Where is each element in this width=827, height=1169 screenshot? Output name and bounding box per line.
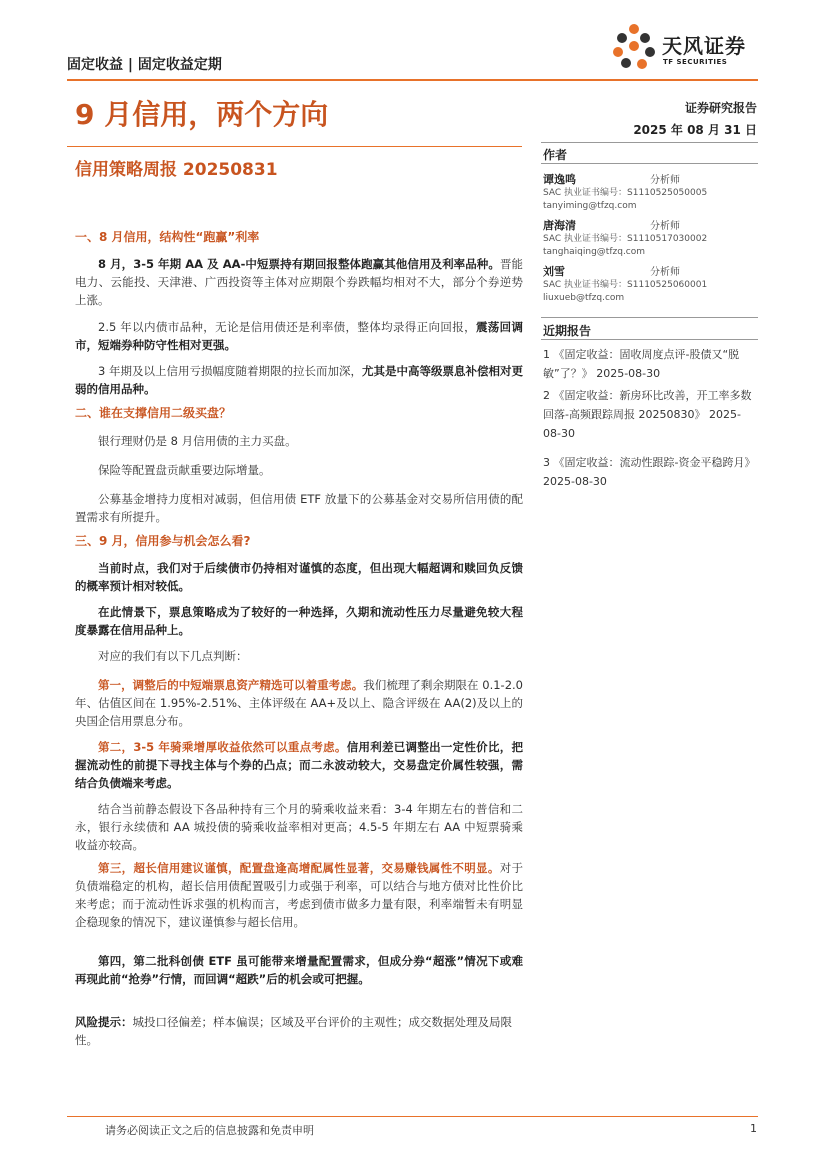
paragraph [75,318,523,354]
company-logo [612,22,762,74]
page-subtitle: 信用策略周报 20250831 [75,160,278,180]
paragraph: 保险等配置盘贡献重要边际增量。 [98,463,271,477]
report-type: 证券研究报告 [684,101,757,115]
recent-report-item[interactable]: 1 《固定收益：固收周度点评-股债又“脱敏”了？》 2025-08-30 [543,348,740,380]
sidebar-divider [541,142,758,143]
section-heading: 一、8 月信用，结构性“跑赢”利率 [75,230,260,244]
highlight-text: 第三，超长信用建议谨慎，配置盘逢高增配属性显著，交易赚钱属性不明显。 [98,861,500,875]
bold-text: 在此情景下，票息策略成为了较好的一种选择，久期和流动性压力尽量避免较大程度暴露在信用品种上。 [75,605,523,637]
sidebar-divider [541,339,758,340]
bold-text: 信用利差已调整出一定性价比，把握流动性的前提下寻找主体与个券的凸点；而二永波动较大，交易盘定价属性较强，需结合负债端来考虑。 [75,740,523,790]
section-heading: 二、谁在支撑信用二级买盘？ [75,406,232,420]
bold-text: 震荡回调市，短端券种防守性相对更强。 [75,320,524,352]
highlight-text: 第一，调整后的中短端票息资产精选可以着重考虑。 [98,678,364,692]
author-email[interactable]: liuxueb@tfzq.com [543,293,625,303]
highlight-text: 第二，3-5 年骑乘增厚收益依然可以重点考虑。 [98,740,347,754]
paragraph: 对应的我们有以下几点判断： [98,649,248,663]
recent-report-item[interactable]: 3 《固定收益：流动性跟踪-资金平稳跨月》 2025-08-30 [543,456,756,488]
author-email[interactable]: tanyiming@tfzq.com [543,201,637,211]
paragraph: 结合当前静态假设下各品种持有三个月的骑乘收益来看：3-4 年期左右的普信和二永，银行永续债和 AA 城投债的骑乘收益率相对更高；4.5-5 年期左右 AA 中短票骑乘收益亦较高。 [75,802,523,852]
author-sac: SAC 执业证书编号：S1110525060001 [543,280,708,290]
paragraph [75,952,523,988]
report-date: 2025 年 08 月 31 日 [633,123,757,137]
paragraph [75,738,523,792]
author-block [543,214,758,259]
author-sac: SAC 执业证书编号：S1110517030002 [543,234,708,244]
risk-disclosure [75,1013,523,1049]
risk-text: 城投口径偏差；样本偏误；区域及平台评价的主观性；成交数据处理及局限性。 [75,1015,512,1047]
paragraph [75,559,523,595]
title-divider [67,146,522,147]
paragraph [75,676,523,730]
author-sac: SAC 执业证书编号：S1110525050005 [543,188,708,198]
body-text: 3 年期及以上信用亏损幅度随着期限的拉长而加深， [98,364,362,378]
author-name: 谭逸鸣 [543,173,576,186]
author-name: 唐海清 [543,219,576,232]
body-text: 我们梳理了剩余期限在 0.1-2.0 年、估值区间在 1.95%-2.51%、主体评级在 AA+及以上、隐含评级在 AA(2)及以上的央国企信用票息分布。 [75,678,523,728]
bold-text: 第四，第二批科创债 ETF 虽可能带来增量配置需求，但成分券“超涨”情况下或难再现此前“抢券”行情，而回调“超跌”后的机会或可把握。 [75,954,523,986]
authors-title: 作者 [543,148,568,162]
author-name: 刘雪 [543,265,565,278]
paragraph [75,255,523,309]
logo-text: 天风证券 [662,34,746,58]
risk-label: 风险提示： [75,1015,133,1029]
body-text: 2.5 年以内债市品种，无论是信用债还是利率债，整体均录得正向回报， [98,320,476,334]
sidebar-divider [541,317,758,318]
header-divider [67,79,758,81]
disclaimer-note[interactable]: 请务必阅读正文之后的信息披露和免责申明 [105,1124,314,1137]
paragraph [75,603,523,639]
footer-divider [67,1116,758,1117]
page-title: 9 月信用，两个方向 [75,98,329,131]
author-role: 分析师 [650,221,680,232]
bold-text: 当前时点，我们对于后续债市仍持相对谨慎的态度，但出现大幅超调和赎回负反馈的概率预计相对较低。 [75,561,523,593]
body-text: 晋能电力、云能投、天津港、广西投资等主体对应期限个券跌幅均相对不大，部分个券逆势上涨。 [75,257,524,307]
section-heading: 三、9 月，信用参与机会怎么看? [75,534,251,548]
author-role: 分析师 [650,267,680,278]
recent-report-item[interactable]: 2 《固定收益：新房环比改善，开工率多数回落-高频跟踪周报 20250830》 2025-08-30 [543,389,752,440]
author-role: 分析师 [650,175,680,186]
author-block [543,168,758,213]
author-email[interactable]: tanghaiqing@tfzq.com [543,247,646,257]
bold-text: 8 月，3-5 年期 AA 及 AA-中短票持有期回报整体跑赢其他信用及利率品种。 [98,257,500,271]
recent-reports-title: 近期报告 [543,324,592,338]
paragraph [75,859,523,931]
report-category: 固定收益 | 固定收益定期 [67,57,222,73]
page-number: 1 [750,1122,757,1135]
paragraph [75,362,523,398]
sidebar-divider [541,163,758,164]
logo-subtext: TF SECURITIES [663,58,728,66]
body-text: 对于负债端稳定的机构，超长信用债配置吸引力或强于利率，可以结合与地方债对比性价比来考虑；而于流动性诉求强的机构而言，考虑到债市做多力量有限，利率端暂未有明显企稳现象的情况下，建议谨慎参与超长信用。 [75,861,524,929]
author-block [543,260,758,305]
bold-text: 尤其是中高等级票息补偿相对更弱的信用品种。 [75,364,523,396]
paragraph: 公募基金增持力度相对减弱，但信用债 ETF 放量下的公募基金对交易所信用债的配置需求有所提升。 [75,492,523,524]
paragraph: 银行理财仍是 8 月信用债的主力买盘。 [98,434,297,448]
tf-logo-icon [612,22,660,74]
